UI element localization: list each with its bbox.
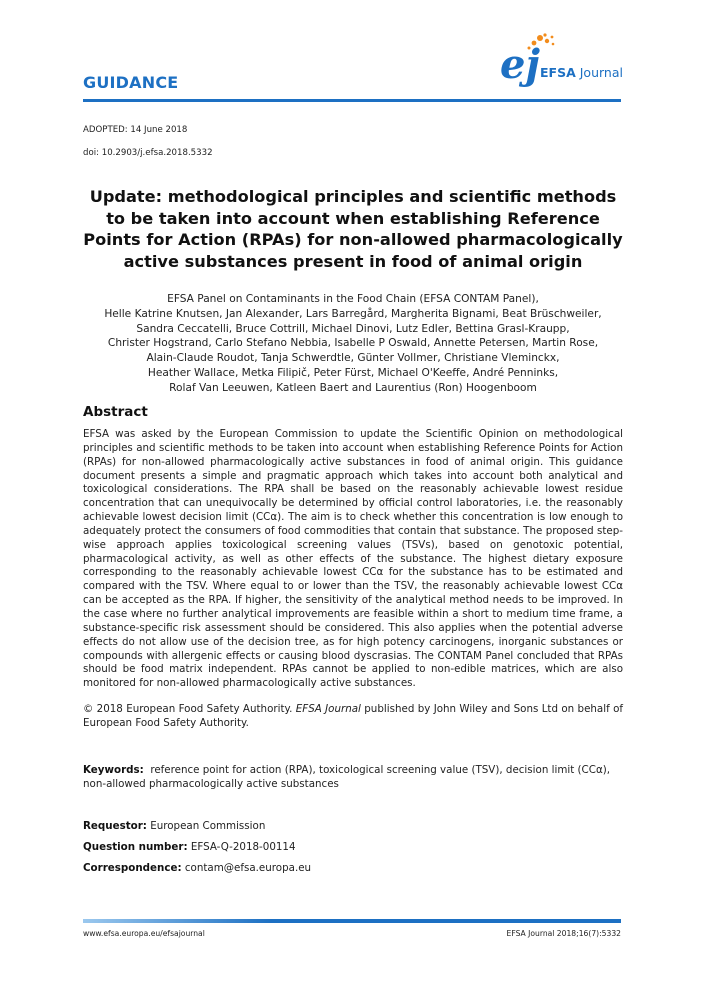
correspondence-email[interactable]: contam@efsa.europa.eu (184, 862, 312, 874)
journal-brand: EFSA (540, 65, 576, 80)
author-line: Rolaf Van Leeuwen, Katleen Baert and Laurentius (Ron) Hoogenboom (169, 381, 537, 394)
footer-url[interactable]: www.efsa.europa.eu/efsajournal (83, 929, 205, 938)
section-label: GUIDANCE (83, 73, 179, 92)
copyright-notice (83, 703, 623, 731)
correspondence (83, 862, 311, 874)
copyright-text: © 2018 European Food Safety Authority. (83, 703, 296, 715)
footer-citation: EFSA Journal 2018;16(7):5332 (506, 929, 621, 938)
author-list (83, 292, 623, 396)
efsa-journal-logo (500, 30, 630, 100)
author-line: Sandra Ceccatelli, Bruce Cottrill, Michael Dinovi, Lutz Edler, Bettina Grasl-Kraupp, (136, 322, 570, 335)
doi[interactable]: doi: 10.2903/j.efsa.2018.5332 (83, 148, 213, 158)
question-number-value: EFSA-Q-2018-00114 (190, 841, 296, 853)
question-number-label: Question number: (83, 841, 188, 853)
author-line: Helle Katrine Knutsen, Jan Alexander, Lars Barregård, Margherita Bignami, Beat Brüschweiler, (104, 307, 602, 320)
question-number (83, 841, 296, 853)
journal-name (540, 65, 623, 80)
paper-title: Update: methodological principles and scientific methods to be taken into account when establishing Reference Points for Action (RPAs) for non-allowed pharmacologically active substances present in food of animal origin (83, 187, 623, 271)
ej-logo-mark: ej (500, 41, 540, 88)
keywords-label: Keywords: (83, 764, 144, 776)
journal-title-italic: EFSA Journal (295, 703, 361, 715)
author-line: EFSA Panel on Contaminants in the Food Chain (EFSA CONTAM Panel), (167, 293, 539, 305)
requestor-label: Requestor: (83, 820, 147, 832)
requestor-value: European Commission (150, 820, 266, 832)
author-line: Alain-Claude Roudot, Tanja Schwerdtle, Günter Vollmer, Christiane Vleminckx, (146, 352, 560, 365)
journal-word: Journal (579, 65, 623, 80)
keywords-text: reference point for action (RPA), toxicological screening value (TSV), decision limit (CCα), non-allowed pharmacologically active substances (83, 764, 611, 790)
abstract-heading: Abstract (83, 404, 148, 420)
author-line: Christer Hogstrand, Carlo Stefano Nebbia, Isabelle P Oswald, Annette Petersen, Martin Rose, (107, 337, 599, 350)
footer-rule (83, 919, 621, 923)
adopted-date: ADOPTED: 14 June 2018 (83, 125, 188, 135)
keywords (83, 764, 623, 792)
author-line: Heather Wallace, Metka Filipič, Peter Fürst, Michael O'Keeffe, André Penninks, (147, 366, 559, 379)
abstract-text: EFSA was asked by the European Commission to update the Scientific Opinion on methodological principles and scientific methods to be taken into account when establishing Reference Points for Action (RPAs) for non-allowed pharmacologically active substances in food of animal origin. This guidance document presents a simple and pragmatic approach which takes into account both analytical and toxicological considerations. The RPA shall be based on the reasonably achievable lowest residue concentration that can unequivocally be determined by official control laboratories, i.e. the reasonably achievable lowest decision limit (CCα). The aim is to check whether this concentration is low enough to adequately protect the consumers of food commodities that contain that substance. The proposed step-wise approach applies toxicological screening values (TSVs), based on genotoxic potential, pharmacological activity, as well as other effects of the substance. The highest dietary exposure corresponding to the reasonably achievable lowest CCα for the substance has to be estimated and compared with the TSV. Where equal to or lower than the TSV, the reasonably achievable lowest CCα can be accepted as the RPA. If higher, the sensitivity of the analytical method needs to be improved. In the case where no further analytical improvements are feasible within a short to medium time frame, a substance-specific risk assessment should be considered. This also applies when the potential adverse effects do not allow use of the decision tree, as for high potency carcinogens, inorganic substances or compounds with allergenic effects or causing blood dyscrasias. The CONTAM Panel concluded that RPAs should be food matrix independent. RPAs cannot be applied to non-edible matrices, which are also monitored for non-allowed pharmacologically active substances. (83, 428, 623, 690)
correspondence-label: Correspondence: (83, 862, 182, 874)
copyright-text-end: published by John Wiley and Sons Ltd on behalf of European Food Safety Authority. (83, 703, 624, 729)
requestor (83, 820, 265, 832)
